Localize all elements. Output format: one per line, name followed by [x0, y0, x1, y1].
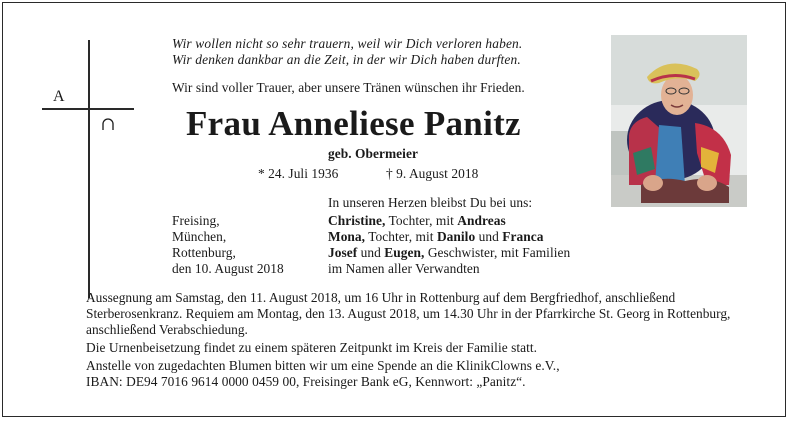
quote-line-2: Wir denken dankbar an die Zeit, in der wir Dich haben durften. [172, 52, 521, 67]
mourner-name: Mona, [328, 229, 366, 244]
signing-date: den 10. August 2018 [172, 261, 284, 276]
mourner-name: Franca [502, 229, 544, 244]
death-date: † 9. August 2018 [386, 166, 479, 181]
mourner-line-1: Christine, Tochter, mit Andreas [328, 213, 506, 228]
birth-date: * 24. Juli 1936 [258, 166, 339, 181]
mourner-line-4: im Namen aller Verwandten [328, 261, 480, 276]
cross-horizontal-beam [42, 108, 134, 110]
donation-note: Anstelle von zugedachten Blumen bitten wir um eine Spende an die KlinikClowns e.V., [86, 358, 560, 373]
mourner-name: Eugen, [384, 245, 425, 260]
maiden-name: geb. Obermeier [328, 146, 418, 161]
mourner-name: Christine, [328, 213, 386, 228]
mourner-name: Andreas [457, 213, 506, 228]
omega-symbol [100, 116, 116, 132]
service-details: Aussegnung am Samstag, den 11. August 2018, um 16 Uhr in Rottenburg auf dem Bergfriedhof, anschließend Sterberosenkranz. Requiem am Montag, den 13. August 2018, um 14.30 Uhr in der Pfarrkirche St. Georg in Rottenburg, anschließend Verabschiedung. [86, 290, 731, 338]
place-2: München, [172, 229, 227, 244]
deceased-name: Frau Anneliese Panitz [186, 104, 521, 143]
mourner-line-3: Josef und Eugen, Geschwister, mit Familien [328, 245, 571, 260]
quote-line-1: Wir wollen nicht so sehr trauern, weil wir Dich verloren haben. [172, 36, 523, 51]
place-1: Freising, [172, 213, 220, 228]
intro-line: Wir sind voller Trauer, aber unsere Tränen wünschen ihr Frieden. [172, 80, 525, 95]
mourner-name: Danilo [436, 229, 476, 244]
bank-details: IBAN: DE94 7016 9614 0000 0459 00, Freisinger Bank eG, Kennwort: „Panitz“. [86, 374, 526, 389]
urn-burial-note: Die Urnenbeisetzung findet zu einem späteren Zeitpunkt im Kreis der Familie statt. [86, 340, 538, 355]
hearts-line: In unseren Herzen bleibst Du bei uns: [328, 195, 533, 210]
portrait-photo [611, 35, 747, 207]
mourner-line-2: Mona, Tochter, mit Danilo und Franca [328, 229, 544, 244]
place-3: Rottenburg, [172, 245, 236, 260]
alpha-symbol: A [53, 88, 65, 105]
cross-vertical-beam [88, 40, 90, 298]
mourner-name: Josef [328, 245, 358, 260]
